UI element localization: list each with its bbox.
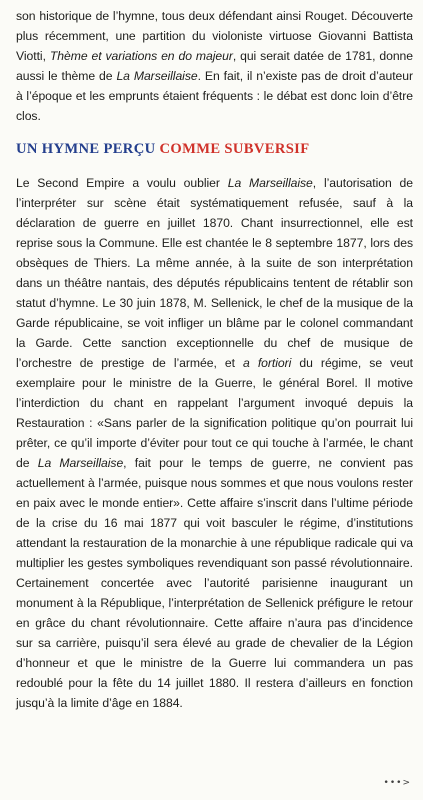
body-text-2: , l’autorisation de l’interpréter sur scène était systématiquement refusée, sauf à la déclaration de guerre en juillet 1870. Chant insurrectionnel, elle est reprise sous la Commune. Elle est chantée le 8 septembre 1877, lors des obsèques de Thiers. La même année, à la suite de son interprétation dans un théâtre nantais, des députés républicains tentent de rétablir son statut d’hymne. Le 30 juin 1878, M. Sellenick, le chef de la musique de la Garde républicaine, se voit infliger un blâme par le colonel commandant la Garde. Cette sanction exceptionnelle du chef de musique de l’orchestre de prestige de l’armée, et: [16, 176, 413, 370]
intro-text-3: . En fait, il n’existe pas de droit d’auteur à l’époque et les emprunts étaient fréquents : le débat est donc loin d’être clos.: [16, 69, 414, 123]
body-text-3: du régime, se veut exemplaire pour le ministre de la Guerre, le général Borel. Il motive l’interdiction du chant en rappelant l’argument invoqué depuis la Restauration : «Sans parler de la signification politique qu’on pourrait lui prêter, ce qu’il importe d’éviter pour tout ce qui touche à l’armée, le chant de: [16, 356, 413, 470]
end-of-article-mark: •••>: [383, 778, 411, 788]
body-anthem-title-1: La Marseillaise: [227, 176, 313, 190]
intro-text-1: son historique de l’hymne, tous deux défendant ainsi Rouget. Découverte plus récemment, une partition du violoniste virtuose Giovanni Battista Viotti,: [16, 9, 413, 63]
body-text-4: , fait pour le temps de guerre, ne convient pas actuellement à l’armée, puisque nous sommes et que nous voulons rester en paix avec le monde entier». Cette affaire s’inscrit dans l’ultime période de la crise du 16 mai 1877 qui voit basculer le régime, d’institutions attendant la restauration de la monarchie à une république radicale qui va multiplier les gestes symboliques revendiquant son passé révolutionnaire. Certainement concertée avec l’autorité parisienne inaugurant un monument à la République, l’interprétation de Sellenick préfigure le retour en grâce du chant révolutionnaire. Cette affaire n’aura pas d’incidence sur sa carrière, puisqu’il sera élevé au grade de chevalier de la Légion d’honneur et que le ministre de la Guerre lui commandera un pas redoublé pour la fête du 14 juillet 1880. Il restera d’ailleurs en fonction jusqu’à la limite d’âge en 1884.: [16, 456, 413, 710]
intro-text-2: , qui serait datée de 1781, donne aussi le thème de: [16, 49, 414, 83]
body-text-1: Le Second Empire a voulu oublier: [16, 176, 228, 190]
intro-anthem-title: La Marseillaise: [116, 69, 198, 83]
intro-paragraph: [16, 6, 413, 126]
body-paragraph: [16, 173, 413, 713]
section-heading-part-1: UN HYMNE PERÇU: [16, 141, 156, 157]
section-heading-part-2: COMME SUBVERSIF: [159, 141, 310, 157]
body-latin-phrase: a fortiori: [243, 356, 292, 370]
section-heading: [16, 139, 413, 159]
body-anthem-title-2: La Marseillaise: [37, 456, 124, 470]
intro-work-title: Thème et variations en do majeur: [49, 49, 233, 63]
